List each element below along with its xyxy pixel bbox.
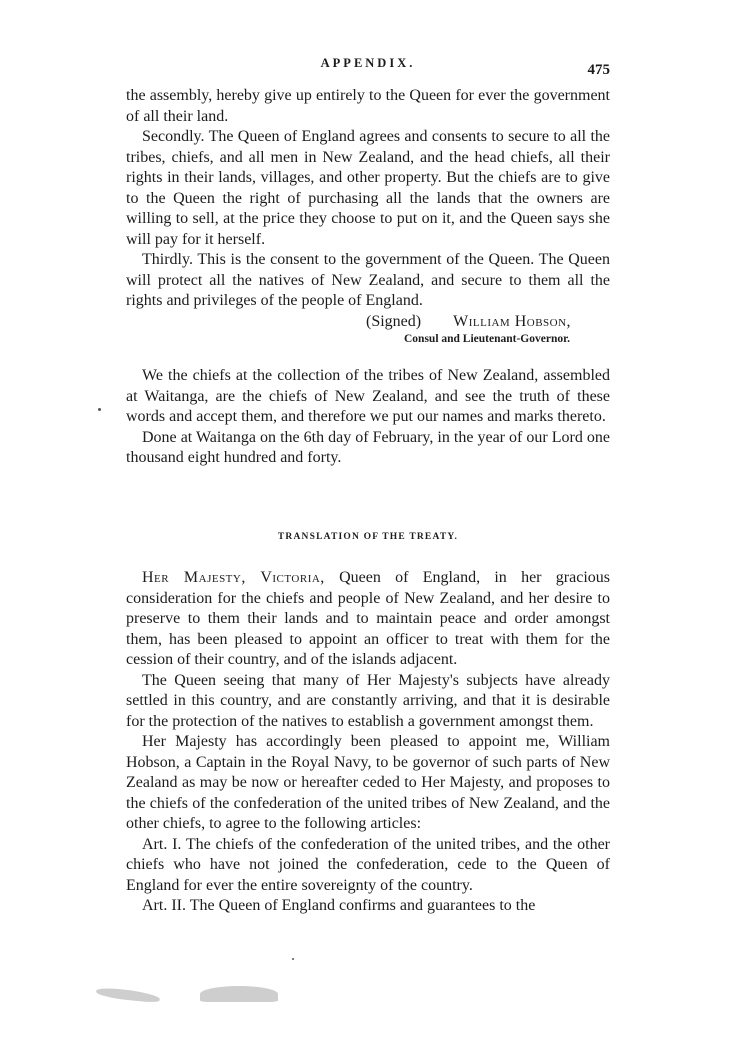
page-number: 475 (587, 62, 610, 78)
declaration-paragraph: We the chiefs at the collection of the tribes of New Zealand, assembled at Waitanga, are the chiefs of New Zealand, and see the truth of these words and accept them, and therefore we put our names and marks thereto. (126, 367, 610, 425)
translation-paragraph: Art. II. The Queen of England confirms and guarantees to the (142, 897, 536, 914)
treaty-paragraph: the assembly, hereby give up entirely to the Queen for ever the government of all their land. (126, 87, 610, 125)
scan-smudge (200, 986, 278, 1002)
translation-paragraph (126, 568, 610, 671)
declaration-paragraph: Done at Waitanga on the 6th day of February, in the year of our Lord one thousand eight hundred and forty. (126, 428, 610, 466)
chiefs-declaration (126, 366, 610, 469)
running-title: APPENDIX. (320, 56, 416, 70)
translation-text (126, 568, 610, 917)
signatory-name: William Hobson, (453, 313, 572, 330)
treaty-text (126, 86, 610, 312)
signatory-title: Consul and Lieutenant-Governor. (404, 333, 571, 345)
scan-smudge (96, 987, 161, 1004)
translation-lead: Her Majesty, Victoria, (142, 569, 325, 586)
treaty-paragraph: Thirdly. This is the consent to the government of the Queen. The Queen will protect all the natives of New Zealand, and secure to them all the rights and privileges of the people of England. (126, 251, 610, 309)
treaty-paragraph: Secondly. The Queen of England agrees and consents to secure to all the tribes, chiefs, and all men in New Zealand, and the head chiefs, all their rights in their lands, villages, and other property. But the chiefs are to give to the Queen the right of purchasing all the lands that the owners are willing to sell, at the price they choose to put on it, and the Queen says she will pay for it herself. (126, 128, 610, 248)
scan-speck (98, 408, 101, 411)
translation-paragraph: The Queen seeing that many of Her Majesty's subjects have already settled in this country, and are constantly arriving, and that it is desirable for the protection of the natives to establish a government amongst them. (126, 671, 610, 730)
running-head (126, 56, 610, 78)
scan-speck (292, 958, 294, 960)
translation-paragraph: Art. I. The chiefs of the confederation of the united tribes, and the other chiefs who have not joined the confederation, cede to the Queen of England for ever the entire sovereignty of the country. (126, 835, 610, 894)
section-heading: TRANSLATION OF THE TREATY. (277, 532, 459, 542)
signed-label: (Signed) (366, 313, 422, 330)
translation-paragraph-body: Queen of England, in her gracious consideration for the chiefs and people of New Zealand, and her desire to preserve to them their lands and to maintain peace and order amongst them, has been pleased to appoint an officer to treat with them for the cession of their country, and of the islands adjacent. (126, 569, 610, 668)
translation-paragraph: Her Majesty has accordingly been pleased to appoint me, William Hobson, a Captain in the Royal Navy, to be governor of such parts of New Zealand as may be now or hereafter ceded to Her Majesty, and proposes to the chiefs of the confederation of the united tribes of New Zealand, and the other chiefs, to agree to the following articles: (126, 733, 610, 832)
signature-line (366, 312, 616, 332)
